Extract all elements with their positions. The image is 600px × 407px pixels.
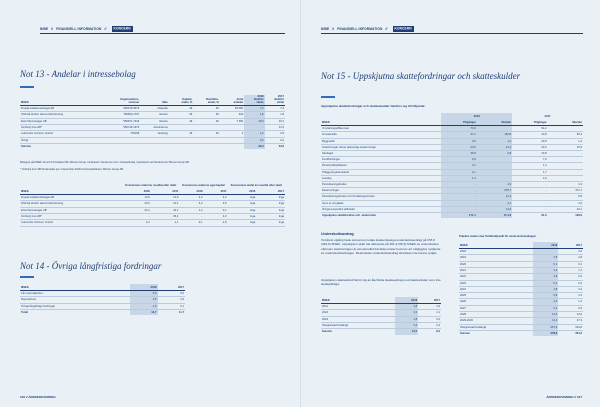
table-cell: 41,3: [533, 318, 558, 324]
note13-title: Not 13 - Andelar i intressebolag: [20, 69, 136, 79]
table-cell: 4,9: [130, 303, 157, 309]
table-cell: 29,4: [265, 118, 285, 124]
table-cell: 3,0: [558, 249, 583, 255]
table-cell: 267,2: [533, 324, 558, 330]
table-group-header: Koncernens andel av eget kapital: [182, 184, 225, 188]
table-cell: 27,3: [558, 318, 583, 324]
table-header-cell: Skulder: [548, 119, 583, 126]
table-cell: 316,8: [558, 324, 583, 330]
table-cell: 471,7: [548, 188, 583, 194]
table-total-row: [321, 329, 441, 335]
table-cell: Byggnader: [321, 138, 441, 144]
table-cell: 0,9: [265, 131, 285, 137]
header-section: FINANSIELL INFORMATION: [56, 27, 102, 31]
table-cell: Inga: [228, 214, 257, 220]
header-tag: KONCERN: [113, 27, 131, 31]
table-cell: 3,5: [203, 201, 227, 207]
table-header-row: [20, 188, 285, 195]
table-cell: 23,8: [512, 132, 547, 138]
table-cell: 49: [193, 131, 220, 137]
table-cell: 1,4: [548, 138, 583, 144]
table-cell: Drupla Isolationsbolaget AB: [20, 106, 104, 112]
table-cell: Ohrbisk ekofon ekonomisk förening: [20, 201, 122, 207]
table-cell: Inga: [256, 195, 285, 201]
underskott-paragraph-1: Vid årets utgång hade koncernen totala skattemässiga underskottsavdrag på 378,8 (364,6) MSEK. Uppskjuten skatt har aktiverats på 301,9 (95,3) MSEK av underskotten eftersom bedömningen är att sannolikt framtida vinster kommer att möjliggöra nyttjande av underskottsavdragen. Resterande underskottsavdrag förväntas inte kunna nyttjas.: [321, 238, 441, 255]
table-header-cell: 2017: [158, 284, 186, 291]
table-cell: 2,2: [179, 195, 203, 201]
header-section: FINANSIELL INFORMATION: [337, 27, 383, 31]
header-separator: //: [385, 27, 388, 31]
header-rule: [321, 33, 583, 34]
table-cell: Drupla Isolationsbolaget AB: [20, 195, 122, 201]
table-cell: Lån med säkerhet: [20, 291, 130, 297]
table-cell: 2023: [321, 316, 395, 322]
table-total-cell: 364,6: [558, 330, 583, 336]
table-cell: 769600-1707: [104, 112, 141, 118]
table-cell: 94,2: [512, 126, 547, 132]
table-cell: Inga: [228, 207, 257, 213]
table-cell: Obegränsad livslängd: [321, 322, 395, 328]
table-total-cell: Summa: [321, 329, 395, 335]
table-header-cell: Säte: [140, 95, 169, 106]
table-cell: 2024: [459, 286, 533, 292]
table-total-cell: 378,8: [533, 330, 558, 336]
table-total-cell: [220, 143, 244, 149]
table-cell: 2,3: [418, 322, 441, 328]
table-cell: 0,2: [558, 274, 583, 280]
table-group-header: Koncernens andel av resultat efter skatt: [230, 184, 282, 188]
table-total-row: [20, 309, 185, 315]
table-header-cell: 2017 Bokfört värde: [265, 95, 285, 106]
table-cell: 3,1: [158, 303, 186, 309]
table-cell: 4,2: [548, 200, 583, 206]
table-cell: Enta Klipmanager AB: [20, 207, 122, 213]
table-cell: 7,2: [244, 106, 264, 112]
table-cell: Inga: [256, 207, 285, 213]
underskott-heading: Underskottsavdrag: [321, 232, 354, 236]
table-cell: -: [441, 182, 476, 188]
table-cell: 37,2: [441, 132, 476, 138]
header-tag: KONCERN: [394, 27, 412, 31]
table-cell: 7,6: [512, 157, 547, 163]
note15-title-bar: [321, 96, 335, 98]
table-total-cell: 91,6: [512, 213, 547, 219]
table-header-cell: Kapital- andel, %: [169, 95, 193, 106]
table-cell: 96,3: [548, 132, 583, 138]
table-cell: 1,8: [244, 112, 264, 118]
table-cell: Almohamna: [140, 124, 169, 130]
table-cell: 1,8: [533, 286, 558, 292]
table-cell: -: [512, 206, 547, 212]
table-cell: 49: [169, 106, 193, 112]
table-cell: 0,2: [418, 316, 441, 322]
note13-footnote-1: Beloppet på MSEK 10 och 11 fördelas från Winner Group. Innehavet i koncernen och i intressebolag i samband med förvärvet av Winner Group AB.: [20, 161, 190, 164]
table-cell: -: [441, 194, 476, 200]
table-cell: 35,4: [151, 214, 180, 220]
table-cell: 4,1: [477, 200, 512, 206]
table-total-cell: [169, 143, 193, 149]
table-cell: 2021: [459, 267, 533, 273]
table-cell: 14,9: [477, 206, 512, 212]
table-cell: Övriga temporära skillnader: [321, 206, 441, 212]
table-cell: Lokomotiv Invinnen GmbH: [20, 220, 122, 226]
expiry-caption: Tabellen nedan visar förfallotidpunkt för underskottsavdragen:: [459, 235, 537, 238]
table-header-cell: MSEK: [20, 284, 130, 291]
table-cell: 1,4: [558, 299, 583, 305]
header-rule: [40, 33, 285, 34]
table-header-cell: MSEK: [20, 95, 104, 106]
table-cell: 8,9: [548, 194, 583, 200]
table-cell: 23,6: [512, 144, 547, 150]
table-total-cell: Summa: [20, 143, 104, 149]
table-cell: Ohrbisk ekofon ekonomisk förening: [20, 112, 104, 118]
header-brand: NIBE: [40, 27, 49, 31]
table-cell: 3,4: [548, 182, 583, 188]
note14-title: Not 14 - Övriga långfristiga fordringar: [20, 261, 162, 271]
table-cell: -: [441, 206, 476, 212]
table-cell: 300: [220, 112, 244, 118]
table-cell: 24,1: [548, 206, 583, 212]
table-cell: Omräkningsdifferenser: [321, 126, 441, 132]
table-header-cell: 2018: [228, 188, 257, 195]
table-cell: 6,8: [441, 157, 476, 163]
right-page: [300, 0, 600, 407]
table-cell: Varulager: [321, 151, 441, 157]
note15-title: Not 15 - Uppskjutna skattefordringar och skatteskulder: [321, 71, 521, 81]
table-cell: 1,6: [512, 175, 547, 181]
header-separator: //: [104, 27, 107, 31]
table-cell: 2: [220, 131, 244, 137]
table-cell: -: [548, 151, 583, 157]
table-header-cell: 2018: [122, 188, 151, 195]
table-cell: 556479-6675: [104, 106, 141, 112]
table-cell: Inga: [256, 214, 285, 220]
note14-table: [20, 284, 185, 315]
table-cell: 44,1: [151, 207, 180, 213]
table-header-row: [20, 284, 185, 291]
note13-footnote-2: * Vortherij Invo AB förvärvades per 1 december 2018 och konsolideras i Winner Group AB.: [20, 168, 124, 171]
footer-right: ÅRSREDOVISNING // 107: [546, 395, 582, 399]
table-header-cell: MSEK: [459, 242, 533, 249]
table-header-cell: 2017: [203, 188, 227, 195]
table-cell: 1,7: [512, 169, 547, 175]
table-cell: 15,9: [548, 144, 583, 150]
table-cell: 13,5: [533, 312, 558, 318]
table-cell: Västerås: [140, 106, 169, 112]
table-group-header: 2017: [544, 115, 551, 119]
table-cell: Vortherij Invo AB*: [20, 124, 104, 130]
table-cell: 2,8: [130, 297, 157, 303]
table-header-cell: Skulder: [477, 119, 512, 126]
table-cell: 0,1: [533, 261, 558, 267]
table-cell: 2018: [459, 249, 533, 255]
table-cell: 2019: [459, 255, 533, 261]
table-total-cell: [140, 143, 169, 149]
table-total-cell: 13,5: [395, 329, 418, 335]
table-cell: 49: [193, 106, 220, 112]
table-cell: 35,8: [441, 151, 476, 157]
table-cell: 3,2: [533, 267, 558, 273]
table-header-cell: Tillgångar: [512, 119, 547, 126]
table-cell: 39: [169, 112, 193, 118]
table-header-cell: Antal andelar: [220, 95, 244, 106]
table-cell: 83 050: [220, 106, 244, 112]
table-cell: 2026: [459, 299, 533, 305]
table-cell: 5,6: [158, 291, 186, 297]
table-cell: Depositioner: [20, 297, 130, 303]
table-cell: -: [512, 200, 547, 206]
table-cell: 3,9: [441, 138, 476, 144]
table-cell: -: [122, 214, 151, 220]
table-cell: 5,2: [179, 201, 203, 207]
note15-table: [321, 113, 583, 218]
table-cell: Periodiseringsfonder: [321, 182, 441, 188]
table-header-cell: 2018 Bokfört värde: [244, 95, 264, 106]
table-cell: 7,2: [265, 106, 285, 112]
table-total-cell: 53,8: [265, 143, 285, 149]
table-total-row: [459, 330, 583, 336]
table-header-cell: 2017: [151, 188, 180, 195]
table-cell: -: [244, 124, 264, 130]
table-cell: 23,5: [441, 144, 476, 150]
table-total-cell: [193, 143, 220, 149]
table-total-cell: 11,7: [158, 309, 186, 315]
table-cell: 735168: [104, 131, 141, 137]
table-cell: 1,2: [558, 293, 583, 299]
table-cell: -: [512, 188, 547, 194]
table-total-cell: Summa: [459, 330, 533, 336]
table-header-cell: 2018: [533, 242, 558, 249]
table-cell: 14,9: [151, 195, 180, 201]
table-cell: 0,1: [558, 261, 583, 267]
table-cell: 0,3: [558, 305, 583, 311]
table-header-cell: MSEK: [321, 297, 395, 304]
table-cell: 7 350: [220, 118, 244, 124]
table-header-cell: 2018: [179, 188, 203, 195]
table-cell: Övriga långfristiga fordringar: [20, 303, 130, 309]
table-cell: 2023: [459, 280, 533, 286]
table-cell: Avskrivningar utöver planenliga avskrivningar: [321, 144, 441, 150]
table-cell: 556749-1670: [104, 124, 141, 130]
table-cell: 2022: [459, 274, 533, 280]
table-cell: 1,8: [395, 316, 418, 322]
table-cell: 14,6: [558, 312, 583, 318]
table-total-cell: Uppskjuten skattefordran och -skuld netto: [321, 213, 441, 219]
header-brand: NIBE: [321, 27, 330, 31]
table-header-cell: 2017: [418, 297, 441, 304]
table-cell: 0,3: [244, 137, 264, 143]
table-cell: 29,6: [244, 118, 264, 124]
note13-title-bar: [20, 86, 34, 88]
table-cell: 1,1: [418, 310, 441, 316]
table-cell: 49: [193, 118, 220, 124]
table-cell: 0,4: [558, 280, 583, 286]
table-header-cell: 2017: [558, 242, 583, 249]
table-cell: Seuborg: [140, 131, 169, 137]
table-header-cell: MSEK: [20, 188, 122, 195]
table-cell: Tillägg på garantiskuld: [321, 169, 441, 175]
table-total-cell: Totalt: [20, 309, 130, 315]
table-cell: Inga: [228, 201, 257, 207]
table-cell: Jarnelo: [140, 118, 169, 124]
table-cell: Jarnelo: [140, 112, 169, 118]
table-cell: 1,1: [151, 220, 180, 226]
table-header-cell: Rösträtts- andel, %: [193, 95, 220, 106]
table-cell: 0,4: [265, 137, 285, 143]
table-header-cell: 2018: [130, 284, 157, 291]
table-header-cell: 2017: [256, 188, 285, 195]
table-total-cell: 15 4,6: [477, 213, 512, 219]
table-cell: 23,6: [122, 201, 151, 207]
table-cell: 3,3: [203, 214, 227, 220]
table-cell: 2,2: [203, 195, 227, 201]
header-separator: //: [332, 27, 335, 31]
table-header-cell: Organisations- nummer: [104, 95, 141, 106]
table-cell: 70,3: [441, 126, 476, 132]
table-cell: 0,3: [533, 305, 558, 311]
table-cell: 49: [169, 118, 193, 124]
table-header-row: [321, 119, 583, 126]
page-header: [321, 27, 414, 31]
table-cell: 2025: [459, 293, 533, 299]
table-header-cell: MSEK: [321, 119, 441, 126]
table-cell: 678,7: [477, 188, 512, 194]
table-cell: -: [179, 214, 203, 220]
table-total-cell: 128,9: [548, 213, 583, 219]
page-header: [40, 27, 133, 31]
table-header-cell: 2018: [395, 297, 418, 304]
table-cell: 1,4: [244, 131, 264, 137]
table-cell: 21,4: [151, 201, 180, 207]
table-cell: 0,4: [533, 280, 558, 286]
table-total-cell: 8,3: [418, 329, 441, 335]
table-cell: 1,4: [477, 138, 512, 144]
table-cell: -: [512, 182, 547, 188]
table-cell: 23,6: [512, 138, 547, 144]
table-cell: 2028: [459, 312, 533, 318]
table-cell: Inga: [256, 220, 285, 226]
table-cell: 14,3: [265, 124, 285, 130]
table-cell: Immateriella: [321, 132, 441, 138]
header-separator: //: [51, 27, 54, 31]
table-group-header: Koncernens andel av resultat efter skatt: [125, 184, 177, 188]
table-cell: 1,8: [558, 255, 583, 261]
table-cell: Inga: [228, 195, 257, 201]
table-cell: Övrigt: [20, 137, 104, 143]
expiry-table: [459, 242, 583, 336]
table-cell: 3,4: [558, 286, 583, 292]
table-cell: 3,2: [395, 310, 418, 316]
note15-small-table: [321, 297, 441, 335]
table-cell: 13,6: [122, 195, 151, 201]
table-cell: 1,3: [122, 220, 151, 226]
table-cell: 2020: [459, 261, 533, 267]
table-cell: 1,1: [558, 267, 583, 273]
table-cell: 1,8: [265, 112, 285, 118]
table-cell: Ännu ej utnyttjade: [321, 200, 441, 206]
table-cell: 1,8: [533, 274, 558, 280]
table-cell: Leasing: [321, 175, 441, 181]
table-cell: 2,9: [158, 297, 186, 303]
table-cell: 1,6: [418, 304, 441, 310]
table-cell: 556971-7343: [104, 118, 141, 124]
table-cell: 1,8: [395, 304, 418, 310]
note15-intro: Uppskjutna skattefordringar och skatteskulder hänförs sig till följande:: [321, 104, 426, 108]
table-cell: 1,3: [441, 175, 476, 181]
table-cell: Inga: [256, 201, 285, 207]
table-cell: 2,1: [441, 169, 476, 175]
table-group-header: 2018: [441, 113, 512, 119]
table-cell: 2,9: [533, 299, 558, 305]
table-cell: 1,3: [179, 207, 203, 213]
table-header-cell: Tillgångar: [441, 119, 476, 126]
table-cell: 21,4: [477, 144, 512, 150]
table-total-row: [20, 143, 285, 149]
table-cell: Lokomotiv Invinnen GmbH: [20, 131, 104, 137]
table-cell: 2,8: [533, 255, 558, 261]
table-cell: -: [512, 194, 547, 200]
table-total-row: [321, 213, 583, 219]
table-cell: Pensionsförpliktelser: [321, 163, 441, 169]
table-cell: 12,4: [477, 194, 512, 200]
table-cell: Reserveringar: [321, 188, 441, 194]
table-cell: 0,8: [533, 293, 558, 299]
table-cell: 2021: [321, 304, 395, 310]
table-cell: 39: [193, 112, 220, 118]
table-cell: Inga: [228, 220, 257, 226]
table-cell: -1,8: [203, 220, 227, 226]
table-cell: 5,0: [130, 291, 157, 297]
table-cell: 3,1: [441, 163, 476, 169]
table-cell: 2,8: [477, 151, 512, 157]
underskott-paragraph-2: Uppskjuten skatteskuld härrör sig av återförda skatteavdrag med skattevärden som inte skattepliktiga:: [321, 278, 441, 287]
table-header-row: [20, 95, 285, 106]
table-cell: 2022: [321, 310, 395, 316]
table-total-cell: [104, 143, 141, 149]
table-total-cell: 171,1: [441, 213, 476, 219]
table-cell: Enta Klipmanager AB: [20, 118, 104, 124]
table-cell: 3,4: [395, 322, 418, 328]
table-total-cell: 39,3: [244, 143, 264, 149]
table-cell: 49: [169, 131, 193, 137]
note13-share-table: [20, 182, 285, 227]
table-cell: 1,4: [512, 163, 547, 169]
table-row: [20, 220, 285, 226]
table-header-row: [321, 297, 441, 304]
table-cell: 2029-2036: [459, 318, 533, 324]
table-header-row: [459, 242, 583, 249]
table-cell: 0,1: [203, 207, 227, 213]
table-cell: -: [441, 188, 476, 194]
table-cell: 2027: [459, 305, 533, 311]
table-cell: 0,1: [179, 220, 203, 226]
footer-left: 106 // ÅRSREDOVISNING: [20, 395, 56, 399]
table-cell: -: [441, 200, 476, 206]
table-total-cell: 12,7: [130, 309, 157, 315]
note13-table: [20, 95, 285, 149]
table-cell: Periodiseringsfonder och förvaltningsvinsten: [321, 194, 441, 200]
table-cell: 162,8: [477, 132, 512, 138]
table-cell: Vortherij Invo AB*: [20, 214, 122, 220]
note14-title-bar: [20, 276, 34, 278]
table-cell: Obegränsad livslängd: [459, 324, 533, 330]
table-cell: Kundfordringar: [321, 157, 441, 163]
table-cell: 1,6: [477, 182, 512, 188]
table-cell: 23,8: [512, 151, 547, 157]
table-cell: 44,1: [122, 207, 151, 213]
